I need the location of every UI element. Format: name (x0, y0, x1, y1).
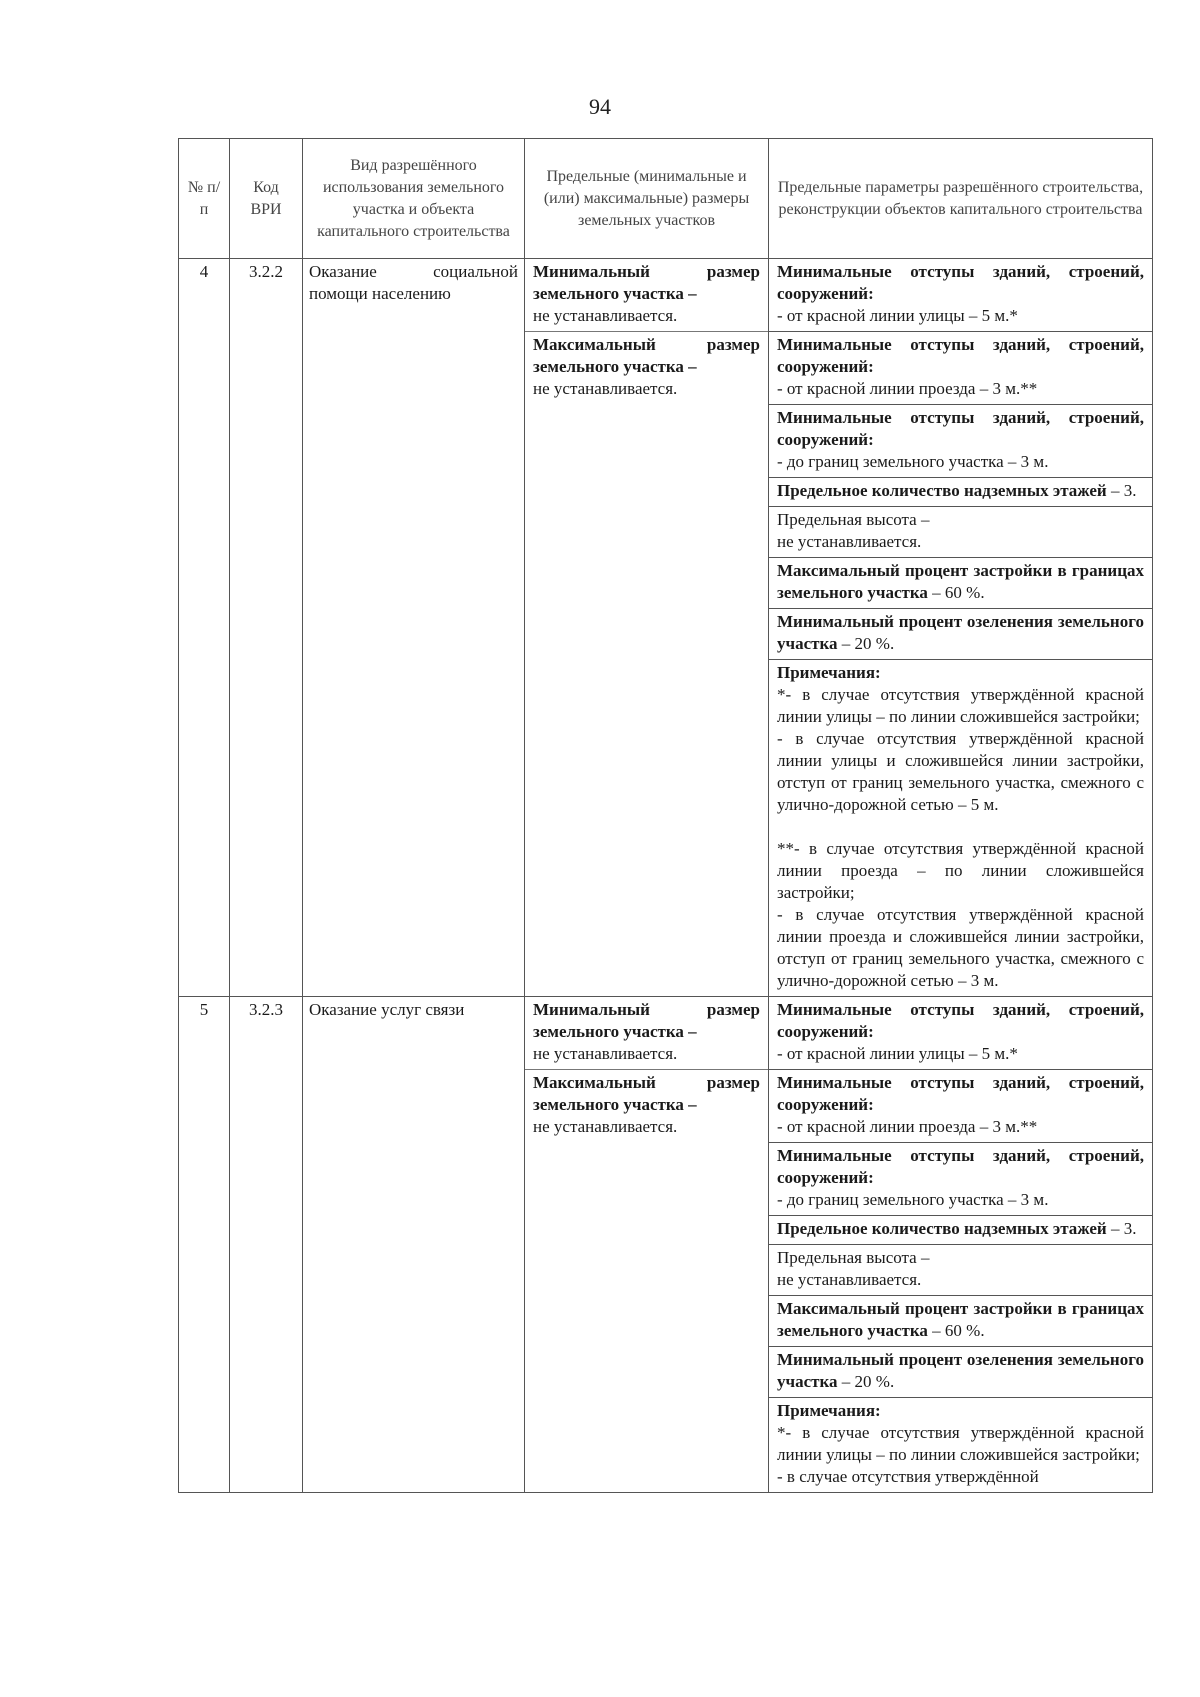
min-size-cell (525, 259, 768, 332)
note-item: *- в случае отсутствия утверждённой красной линии улицы – по линии сложившейся застройки; (777, 1423, 1144, 1464)
param-label: Предельная высота – (777, 510, 930, 529)
vri-name: Оказание услуг связи (303, 997, 525, 1493)
param-label: Предельная высота – (777, 1248, 930, 1267)
param-value: – 60 %. (927, 1321, 985, 1340)
header-vri: Вид разрешённого использования земельного участка и объекта капитального строительства (303, 139, 525, 259)
construction-params (769, 259, 1153, 997)
param-label: Минимальные отступы зданий, строений, сооружений: (777, 1000, 1144, 1041)
row-number: 4 (179, 259, 230, 997)
param-min-greening (769, 1347, 1152, 1398)
header-row (179, 139, 1153, 259)
max-size-cell (525, 332, 768, 404)
note-item: - в случае отсутствия утверждённой красной линии улицы и сложившейся линии застройки, отступ от границ земельного участка, смежного с улично-дорожной сетью – 5 м. (777, 729, 1144, 814)
param-setback-driveway (769, 332, 1152, 405)
param-value: – 3. (1106, 1219, 1137, 1238)
table-row (179, 259, 1153, 997)
param-label: Максимальный процент застройки в границах земельного участка (777, 561, 1144, 602)
note-item: - в случае отсутствия утверждённой (777, 1467, 1039, 1486)
param-floors (769, 1216, 1152, 1245)
param-label: Минимальные отступы зданий, строений, сооружений: (777, 335, 1144, 376)
vri-code: 3.2.2 (230, 259, 303, 997)
note-item: **- в случае отсутствия утверждённой красной линии проезда – по линии сложившейся застройки; (777, 839, 1144, 902)
param-value: - до границ земельного участка – 3 м. (777, 452, 1049, 471)
param-label: Предельное количество надземных этажей (777, 1219, 1107, 1238)
regulations-table (178, 138, 1153, 1493)
row-number: 5 (179, 997, 230, 1493)
land-size-limits (525, 997, 769, 1493)
param-label: Минимальные отступы зданий, строений, сооружений: (777, 1073, 1144, 1114)
min-size-value: не устанавливается. (533, 1044, 678, 1063)
notes-title: Примечания: (777, 663, 881, 682)
min-size-cell (525, 997, 768, 1070)
param-label: Минимальный процент озеленения земельного участка (777, 1350, 1144, 1391)
param-max-coverage (769, 558, 1152, 609)
max-size-label: Максимальный размер земельного участка – (533, 1073, 760, 1114)
param-value: не устанавливается. (777, 1270, 922, 1289)
page-number: 94 (589, 94, 611, 119)
param-value: - от красной линии улицы – 5 м.* (777, 1044, 1018, 1063)
notes-cell (769, 660, 1152, 996)
param-label: Предельное количество надземных этажей (777, 481, 1107, 500)
param-label: Минимальные отступы зданий, строений, сооружений: (777, 262, 1144, 303)
param-setback-street (769, 259, 1152, 332)
param-value: – 20 %. (837, 1372, 895, 1391)
param-label: Минимальные отступы зданий, строений, сооружений: (777, 408, 1144, 449)
table-row (179, 997, 1153, 1493)
header-sizes: Предельные (минимальные и (или) максимальные) размеры земельных участков (525, 139, 769, 259)
vri-name: Оказание социальной помощи населению (303, 259, 525, 997)
param-max-coverage (769, 1296, 1152, 1347)
max-size-value: не устанавливается. (533, 1117, 678, 1136)
max-size-value: не устанавливается. (533, 379, 678, 398)
param-height (769, 507, 1152, 558)
min-size-value: не устанавливается. (533, 306, 678, 325)
min-size-label: Минимальный размер земельного участка – (533, 1000, 760, 1041)
param-height (769, 1245, 1152, 1296)
construction-params (769, 997, 1153, 1493)
param-value: - от красной линии проезда – 3 м.** (777, 1117, 1038, 1136)
param-setback-boundary (769, 1143, 1152, 1216)
param-label: Максимальный процент застройки в границах земельного участка (777, 1299, 1144, 1340)
vri-code: 3.2.3 (230, 997, 303, 1493)
param-value: - от красной линии улицы – 5 м.* (777, 306, 1018, 325)
param-min-greening (769, 609, 1152, 660)
notes-cell (769, 1398, 1152, 1492)
param-setback-driveway (769, 1070, 1152, 1143)
param-setback-boundary (769, 405, 1152, 478)
param-label: Минимальные отступы зданий, строений, сооружений: (777, 1146, 1144, 1187)
min-size-label: Минимальный размер земельного участка – (533, 262, 760, 303)
param-label: Минимальный процент озеленения земельного участка (777, 612, 1144, 653)
param-value: - до границ земельного участка – 3 м. (777, 1190, 1049, 1209)
param-value: – 3. (1106, 481, 1137, 500)
param-value: - от красной линии проезда – 3 м.** (777, 379, 1038, 398)
max-size-label: Максимальный размер земельного участка – (533, 335, 760, 376)
note-item: - в случае отсутствия утверждённой красной линии проезда и сложившейся линии застройки, отступ от границ земельного участка, смежного с улично-дорожной сетью – 3 м. (777, 905, 1144, 990)
note-item: *- в случае отсутствия утверждённой красной линии улицы – по линии сложившейся застройки; (777, 685, 1144, 726)
header-params: Предельные параметры разрешённого строительства, реконструкции объектов капитального строительства (769, 139, 1153, 259)
param-value: – 60 %. (927, 583, 985, 602)
land-size-limits (525, 259, 769, 997)
param-setback-street (769, 997, 1152, 1070)
param-floors (769, 478, 1152, 507)
max-size-cell (525, 1070, 768, 1142)
param-value: – 20 %. (837, 634, 895, 653)
header-num: № п/п (179, 139, 230, 259)
header-code: Код ВРИ (230, 139, 303, 259)
notes-title: Примечания: (777, 1401, 881, 1420)
param-value: не устанавливается. (777, 532, 922, 551)
